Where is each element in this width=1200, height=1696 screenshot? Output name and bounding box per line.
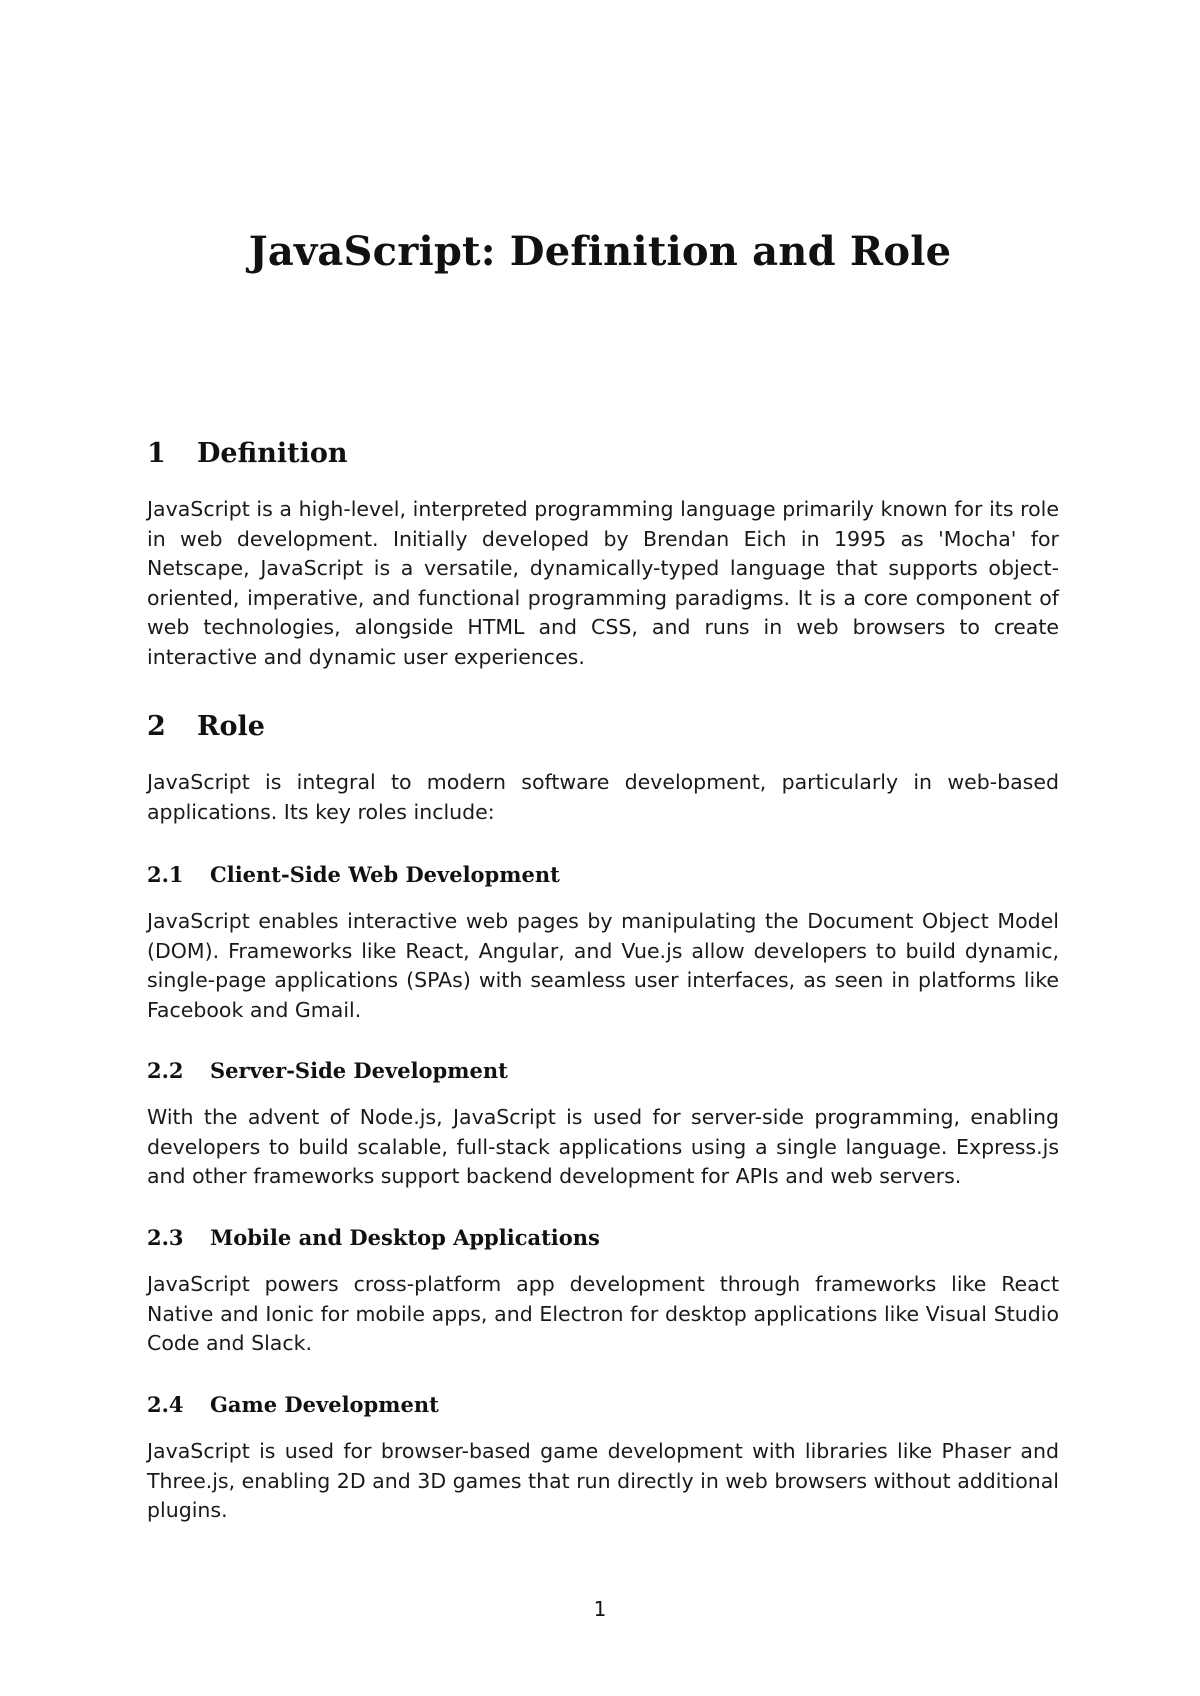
section-heading-definition xyxy=(147,438,347,469)
definition-paragraph: JavaScript is a high-level, interpreted programming language primarily known for its role in web development. Initially developed by Brendan Eich in 1995 as 'Mocha' for Netscape, JavaScript is a versatile, dynamically-typed language that supports object-oriented, imperative, and functional programming paradigms. It is a core component of web technologies, alongside HTML and CSS, and runs in web browsers to create interactive and dynamic user experiences. xyxy=(147,497,1059,669)
section-title: Role xyxy=(197,711,265,742)
role-paragraph: JavaScript is integral to modern software development, particularly in web-based applications. Its key roles include: xyxy=(147,770,1059,824)
subsection-number: 2.2 xyxy=(147,1058,184,1083)
subsection-title: Client-Side Web Development xyxy=(210,862,560,887)
subsection-heading-client-side xyxy=(147,862,560,887)
section-number: 1 xyxy=(147,438,166,469)
subsection-heading-mobile-desktop xyxy=(147,1225,600,1250)
game-development-paragraph: JavaScript is used for browser-based game development with libraries like Phaser and Three.js, enabling 2D and 3D games that run directly in web browsers without additional plugins. xyxy=(147,1439,1059,1522)
subsection-heading-server-side xyxy=(147,1058,508,1083)
subsection-title: Game Development xyxy=(210,1392,439,1417)
client-side-paragraph: JavaScript enables interactive web pages by manipulating the Document Object Model (DOM). Frameworks like React, Angular, and Vue.js allow developers to build dynamic, single-page applications (SPAs) with seamless user interfaces, as seen in platforms like Facebook and Gmail. xyxy=(147,909,1059,1022)
subsection-number: 2.3 xyxy=(147,1225,184,1250)
subsection-title: Mobile and Desktop Applications xyxy=(210,1225,600,1250)
section-number: 2 xyxy=(147,711,166,742)
section-title: Definition xyxy=(197,438,348,469)
subsection-heading-game-development xyxy=(147,1392,439,1417)
mobile-desktop-paragraph: JavaScript powers cross-platform app development through frameworks like React Native and Ionic for mobile apps, and Electron for desktop applications like Visual Studio Code and Slack. xyxy=(147,1272,1059,1355)
subsection-number: 2.1 xyxy=(147,862,184,887)
subsection-number: 2.4 xyxy=(147,1392,184,1417)
page-number: 1 xyxy=(593,1597,607,1621)
subsection-title: Server-Side Development xyxy=(210,1058,508,1083)
document-title: JavaScript: Definition and Role xyxy=(248,228,952,275)
server-side-paragraph: With the advent of Node.js, JavaScript is used for server-side programming, enabling developers to build scalable, full-stack applications using a single language. Express.js and other frameworks support backend development for APIs and web servers. xyxy=(147,1105,1059,1188)
section-heading-role xyxy=(147,711,265,742)
